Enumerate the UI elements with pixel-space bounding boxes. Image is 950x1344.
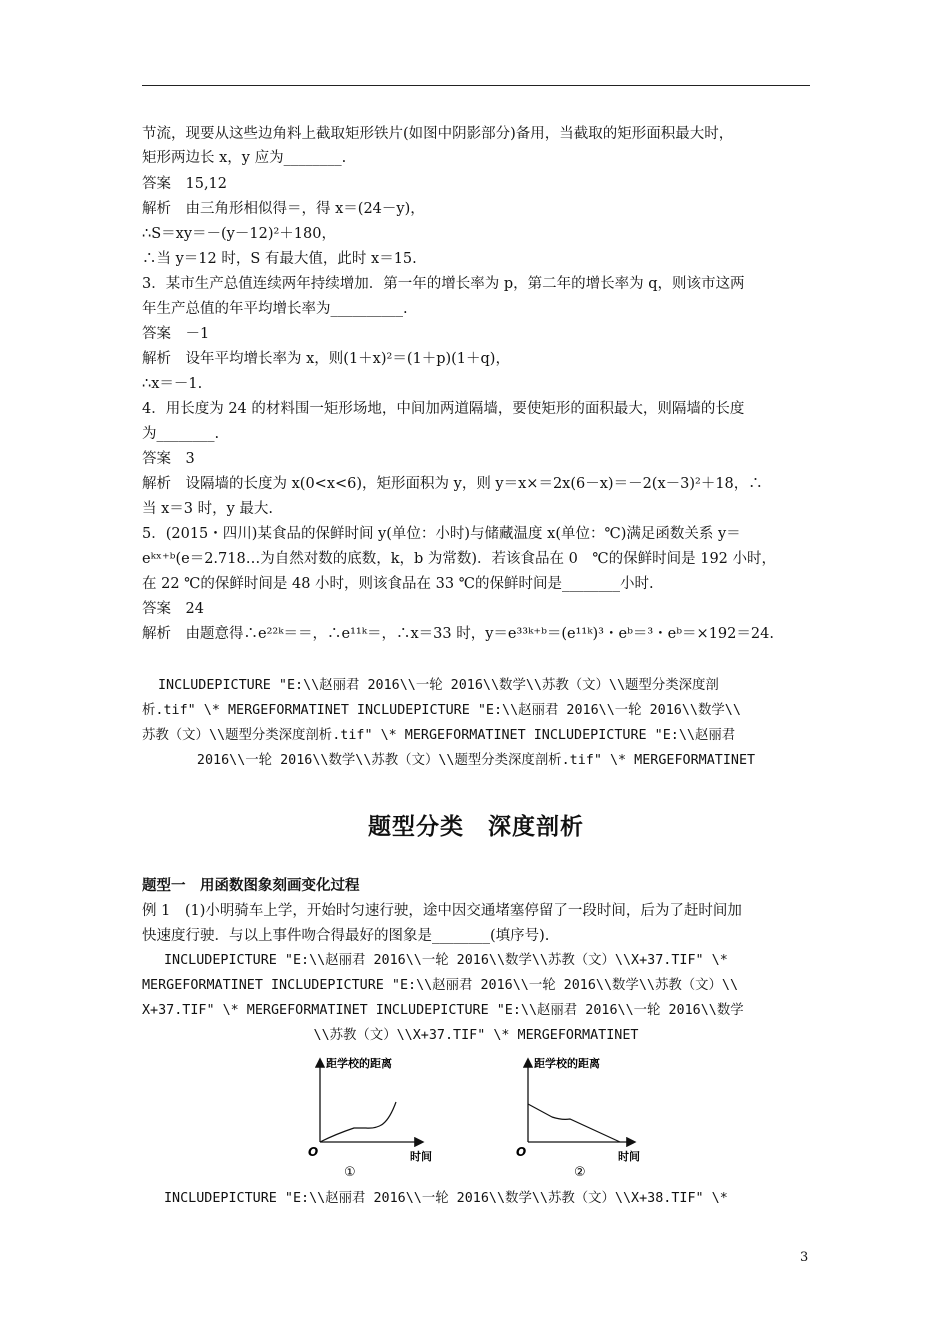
text-line: 为________. (142, 426, 220, 442)
text-line: ∴S＝xy＝－(y－12)²＋180， (142, 226, 336, 242)
analysis-line: 解析 由三角形相似得＝，得 x＝(24－y)， (142, 201, 425, 217)
graph-caption: ① (344, 1165, 356, 1178)
field-code-line: X+37.TIF" \* MERGEFORMATINET INCLUDEPICTURE "E:\\赵丽君 2016\\一轮 2016\\数学 (142, 1003, 744, 1018)
answer-line: 答案 24 (142, 601, 204, 617)
answer-line: 答案 15,12 (142, 176, 228, 192)
text-line: eᵏˣ⁺ᵇ(e＝2.718…为自然对数的底数，k，b 为常数)．若该食品在 0 ℃的保鲜时间是 192 小时， (142, 551, 776, 567)
field-code-line: MERGEFORMATINET INCLUDEPICTURE "E:\\赵丽君 2016\\一轮 2016\\数学\\苏教（文）\\ (142, 978, 739, 993)
origin-label: O (516, 1145, 527, 1159)
field-code-line: 2016\\一轮 2016\\数学\\苏教（文）\\题型分类深度剖析.tif" \* MERGEFORMATINET (196, 753, 756, 768)
analysis-line: 解析 设隔墙的长度为 x(0<x<6)，矩形面积为 y，则 y＝x×＝2x(6－x)＝－2(x－3)²＋18，∴ (142, 476, 763, 492)
example-line: 快速度行驶．与以上事件吻合得最好的图象是________(填序号). (142, 928, 550, 944)
text-line: ∴x＝－1. (142, 376, 203, 392)
field-code-line: \\苏教（文）\\X+37.TIF" \* MERGEFORMATINET (313, 1028, 639, 1043)
field-code-line: INCLUDEPICTURE "E:\\赵丽君 2016\\一轮 2016\\数学\\苏教（文）\\X+37.TIF" \* (164, 953, 728, 968)
text-line: 当 x＝3 时，y 最大. (142, 501, 274, 517)
text-line: 节流，现要从这些边角料上截取矩形铁片(如图中阴影部分)备用，当截取的矩形面积最大时， (142, 126, 734, 142)
x-axis-label: 时间 (410, 1150, 432, 1163)
text-line: 年生产总值的年平均增长率为__________. (142, 301, 408, 317)
origin-label: O (308, 1145, 319, 1159)
text-line: ∴当 y＝12 时，S 有最大值，此时 x＝15. (142, 251, 417, 267)
x-axis-label: 时间 (618, 1150, 640, 1163)
question-4: 4．用长度为 24 的材料围一矩形场地，中间加两道隔墙，要使矩形的面积最大，则隔墙的长度 (142, 401, 745, 417)
question-3: 3．某市生产总值连续两年持续增加．第一年的增长率为 p，第二年的增长率为 q，则该市这两 (142, 276, 745, 292)
subsection-title: 题型一 用函数图象刻画变化过程 (142, 878, 360, 894)
analysis-line: 解析 设年平均增长率为 x，则(1＋x)²＝(1＋p)(1＋q)， (142, 351, 510, 367)
section-heading: 题型分类 深度剖析 (368, 814, 584, 840)
graph-2 (494, 1050, 654, 1178)
graph-curve (320, 1102, 396, 1142)
analysis-line: 解析 由题意得∴e²²ᵏ＝＝，∴e¹¹ᵏ＝，∴x＝33 时，y＝e³³ᵏ⁺ᵇ＝(e¹¹ᵏ)³・eᵇ＝³・eᵇ＝×192＝24. (142, 626, 774, 642)
example-line: 例 1 (1)小明骑车上学，开始时匀速行驶，途中因交通堵塞停留了一段时间，后为了赶时间加 (142, 903, 742, 919)
graph-1 (296, 1050, 446, 1178)
answer-line: 答案 3 (142, 451, 195, 467)
field-code-line: INCLUDEPICTURE "E:\\赵丽君 2016\\一轮 2016\\数学\\苏教（文）\\题型分类深度剖 (158, 678, 719, 693)
answer-line: 答案 －1 (142, 326, 210, 342)
text-line: 在 22 ℃的保鲜时间是 48 小时，则该食品在 33 ℃的保鲜时间是________小时. (142, 576, 654, 592)
y-axis-label: 距学校的距离 (534, 1057, 600, 1070)
header-rule (142, 85, 810, 86)
field-code-line: 析.tif" \* MERGEFORMATINET INCLUDEPICTURE "E:\\赵丽君 2016\\一轮 2016\\数学\\ (142, 703, 741, 718)
y-axis-label: 距学校的距离 (326, 1057, 392, 1070)
question-5: 5．(2015・四川)某食品的保鲜时间 y(单位：小时)与储藏温度 x(单位：℃)满足函数关系 y＝ (142, 526, 741, 542)
field-code-line: 苏教（文）\\题型分类深度剖析.tif" \* MERGEFORMATINET INCLUDEPICTURE "E:\\赵丽君 (142, 728, 736, 743)
graph-caption: ② (574, 1165, 586, 1178)
field-code-line: INCLUDEPICTURE "E:\\赵丽君 2016\\一轮 2016\\数学\\苏教（文）\\X+38.TIF" \* (164, 1191, 728, 1206)
text-line: 矩形两边长 x，y 应为________. (142, 150, 347, 166)
graph-curve (528, 1104, 620, 1142)
page-number: 3 (800, 1250, 809, 1265)
